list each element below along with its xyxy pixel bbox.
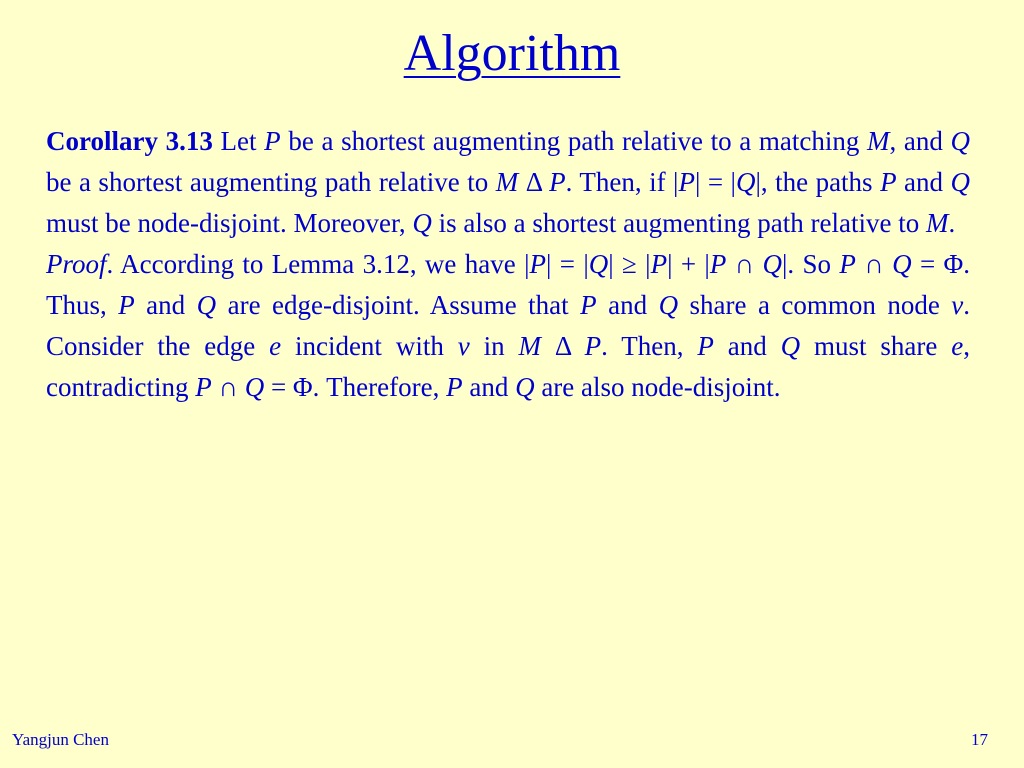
math-variable: P	[839, 249, 856, 279]
proof-paragraph	[46, 244, 970, 408]
math-variable: Q	[658, 290, 679, 320]
text-run: and	[596, 290, 659, 320]
math-variable: P	[580, 290, 597, 320]
math-variable: P	[697, 331, 714, 361]
text-run: , contradicting	[46, 331, 970, 402]
text-run: and	[134, 290, 197, 320]
slide-title: Algorithm	[403, 25, 621, 82]
text-run: . According to Lemma 3.12, we have |	[106, 249, 530, 279]
math-variable: P	[709, 249, 727, 279]
text-run: ∩	[211, 372, 245, 402]
math-variable: P	[678, 167, 695, 197]
text-run: and	[713, 331, 781, 361]
math-variable: Q	[892, 249, 912, 279]
math-variable: Q	[515, 372, 535, 402]
math-variable: e	[951, 331, 964, 361]
math-variable: M	[495, 167, 519, 197]
text-run: Δ	[518, 167, 550, 197]
text-run: in	[469, 331, 519, 361]
footer-page-number: 17	[971, 730, 988, 749]
math-variable: P	[195, 372, 212, 402]
math-variable: P	[584, 331, 602, 361]
text-run: and	[462, 372, 516, 402]
text-run: ∩	[726, 249, 763, 279]
math-variable: P	[529, 249, 546, 279]
math-variable: P	[118, 290, 135, 320]
math-variable: Q	[196, 290, 217, 320]
text-run: be a shortest augmenting path relative to a matching	[280, 126, 867, 156]
text-run: |, the paths	[755, 167, 881, 197]
text-run: Δ	[540, 331, 585, 361]
footer-author: Yangjun Chen	[12, 730, 109, 749]
math-variable: Q	[950, 167, 971, 197]
proof-text	[46, 249, 970, 402]
text-run: | ≥ |	[608, 249, 651, 279]
text-run: , and	[889, 126, 951, 156]
math-variable: e	[269, 331, 282, 361]
text-run: are also node-disjoint.	[534, 372, 781, 402]
text-run: is also a shortest augmenting path relative to	[431, 208, 926, 238]
math-variable: Q	[588, 249, 609, 279]
text-run: . Then,	[601, 331, 698, 361]
text-run: must share	[800, 331, 952, 361]
math-variable: P	[549, 167, 566, 197]
text-run: must be node-disjoint. Moreover,	[46, 208, 413, 238]
text-run: | = |	[545, 249, 589, 279]
text-run: | + |	[667, 249, 710, 279]
math-variable: Q	[780, 331, 801, 361]
text-run: are edge-disjoint. Assume that	[216, 290, 581, 320]
math-variable: M	[926, 208, 949, 238]
text-run: incident with	[281, 331, 458, 361]
text-run: = Φ. Thus,	[46, 249, 971, 320]
math-variable: Q	[762, 249, 783, 279]
corollary-paragraph	[46, 121, 970, 244]
text-run: ∩	[855, 249, 893, 279]
text-run: . Then, if |	[565, 167, 679, 197]
math-variable: P	[264, 126, 281, 156]
text-run: .	[948, 208, 956, 238]
slide-body	[46, 121, 970, 408]
math-variable: P	[880, 167, 897, 197]
math-variable: v	[951, 290, 964, 320]
text-run: . Consider the edge	[46, 290, 971, 361]
math-variable: M	[518, 331, 541, 361]
math-variable: P	[446, 372, 463, 402]
math-variable: Q	[412, 208, 432, 238]
math-variable: Q	[735, 167, 756, 197]
text-run: share a common node	[678, 290, 952, 320]
math-variable: Q	[950, 126, 971, 156]
text-run: | = |	[694, 167, 736, 197]
text-run: and	[896, 167, 951, 197]
math-variable: Q	[244, 372, 265, 402]
math-variable: v	[457, 331, 470, 361]
math-variable: P	[650, 249, 668, 279]
text-run: |. So	[782, 249, 840, 279]
math-variable: M	[866, 126, 890, 156]
corollary-heading: Corollary 3.13	[46, 126, 213, 156]
math-variable: Proof	[46, 249, 107, 279]
text-run: be a shortest augmenting path relative to	[46, 167, 496, 197]
text-run: Let	[212, 126, 265, 156]
text-run: = Φ. Therefore,	[264, 372, 447, 402]
